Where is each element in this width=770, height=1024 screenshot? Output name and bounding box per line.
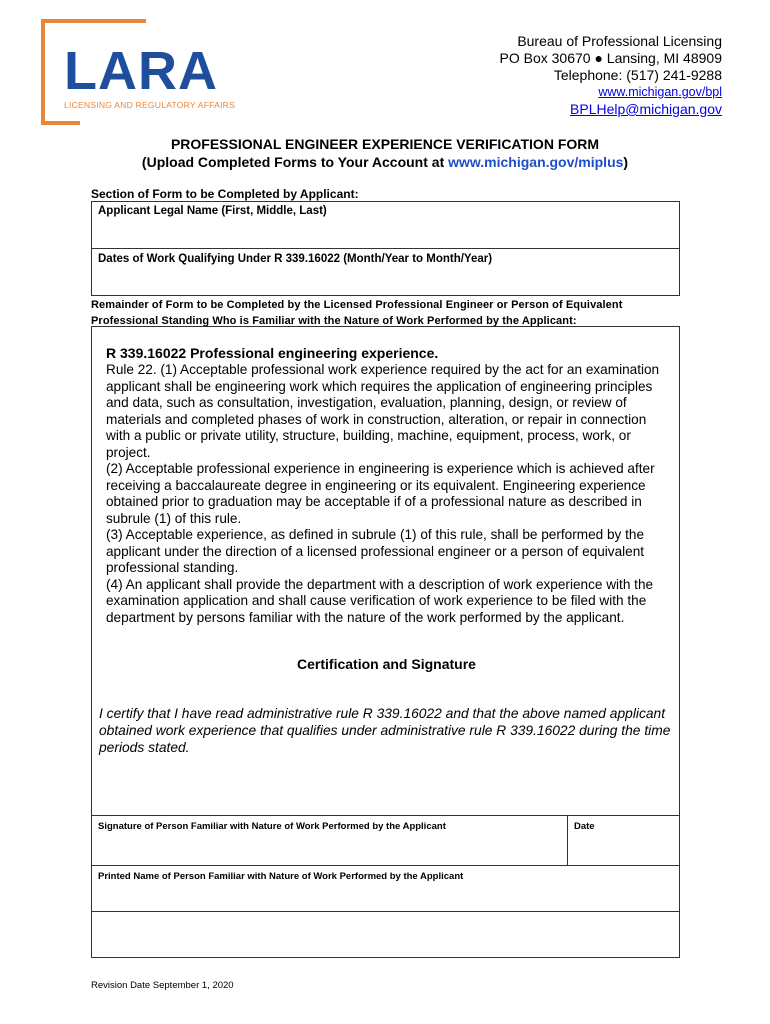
remainder-instructions — [91, 297, 691, 329]
email-link[interactable]: BPLHelp@michigan.gov — [570, 101, 722, 117]
website-link[interactable]: www.michigan.gov/bpl — [598, 85, 722, 99]
miplus-link[interactable]: www.michigan.gov/miplus — [448, 154, 624, 170]
certification-heading: Certification and Signature — [297, 656, 476, 672]
rule-title: R 339.16022 Professional engineering experience. — [106, 345, 439, 361]
printed-name-label: Printed Name of Person Familiar with Nature of Work Performed by the Applicant — [98, 871, 464, 882]
form-title — [0, 135, 770, 171]
verifier-section — [91, 326, 680, 958]
rule-paragraph: (2) Acceptable professional experience in engineering is experience which is achieved after receiving a baccalaureate degree in engineering or its equivalent. Engineering experience obtained prior to graduation may be acceptable if of a professional nature as described in subrule (1) of this rule. — [106, 461, 655, 526]
blank-field[interactable] — [92, 911, 679, 958]
telephone: Telephone: (517) 241-9288 — [553, 67, 722, 83]
logo-tagline: LICENSING AND REGULATORY AFFAIRS — [64, 100, 236, 110]
title-suffix: ) — [623, 154, 629, 170]
signature-date-divider — [567, 816, 568, 866]
remainder-line1: Remainder of Form to be Completed by the Licensed Professional Engineer or Person of Equivalent — [91, 299, 623, 311]
revision-date: Revision Date September 1, 2020 — [91, 980, 234, 991]
certification-statement: I certify that I have read administrative rule R 339.16022 and that the above named applicant obtained work experience that qualifies under administrative rule R 339.16022 during the time periods stated. — [99, 706, 671, 755]
logo-name: LARA — [64, 41, 218, 101]
work-dates-field[interactable] — [91, 248, 680, 296]
signature-label: Signature of Person Familiar with Nature of Work Performed by the Applicant — [98, 821, 446, 832]
lara-logo — [40, 18, 240, 128]
rule-text — [106, 362, 666, 626]
date-label: Date — [574, 821, 595, 832]
applicant-name-field[interactable] — [91, 201, 680, 249]
printed-name-field[interactable] — [92, 865, 679, 912]
title-prefix: (Upload Completed Forms to Your Account at — [141, 154, 449, 170]
remainder-line2: Professional Standing Who is Familiar with the Nature of Work Performed by the Applicant: — [91, 315, 577, 327]
rule-paragraph: (3) Acceptable experience, as defined in subrule (1) of this rule, shall be performed by the applicant under the direction of a licensed professional engineer or a person of equivalent professional standing. — [106, 527, 645, 575]
form-title-line2 — [0, 153, 770, 171]
applicant-section-label: Section of Form to be Completed by Applicant: — [91, 187, 359, 201]
applicant-name-label: Applicant Legal Name (First, Middle, Last) — [98, 205, 327, 217]
bureau-name: Bureau of Professional Licensing — [517, 33, 722, 49]
contact-info — [500, 33, 723, 118]
rule-paragraph: Rule 22. (1) Acceptable professional work experience required by the act for an examination applicant shall be engineering work which requires the application of engineering principles and data, such as consultation, investigation, evaluation, planning, design, or review of materials and completed phases of work in construction, alteration, or repair in connection with a public or private utility, structure, building, machine, equipment, process, work, or project. — [106, 362, 660, 460]
mailing-address: PO Box 30670 ● Lansing, MI 48909 — [499, 50, 722, 66]
form-title-line1: PROFESSIONAL ENGINEER EXPERIENCE VERIFICATION FORM — [170, 136, 600, 152]
signature-row — [92, 815, 679, 866]
work-dates-label: Dates of Work Qualifying Under R 339.16022 (Month/Year to Month/Year) — [98, 253, 493, 265]
rule-paragraph: (4) An applicant shall provide the department with a description of work experience with the examination application and shall cause verification of work experience to be filed with the department by persons familiar with the nature of the work performed by the applicant. — [106, 576, 654, 625]
